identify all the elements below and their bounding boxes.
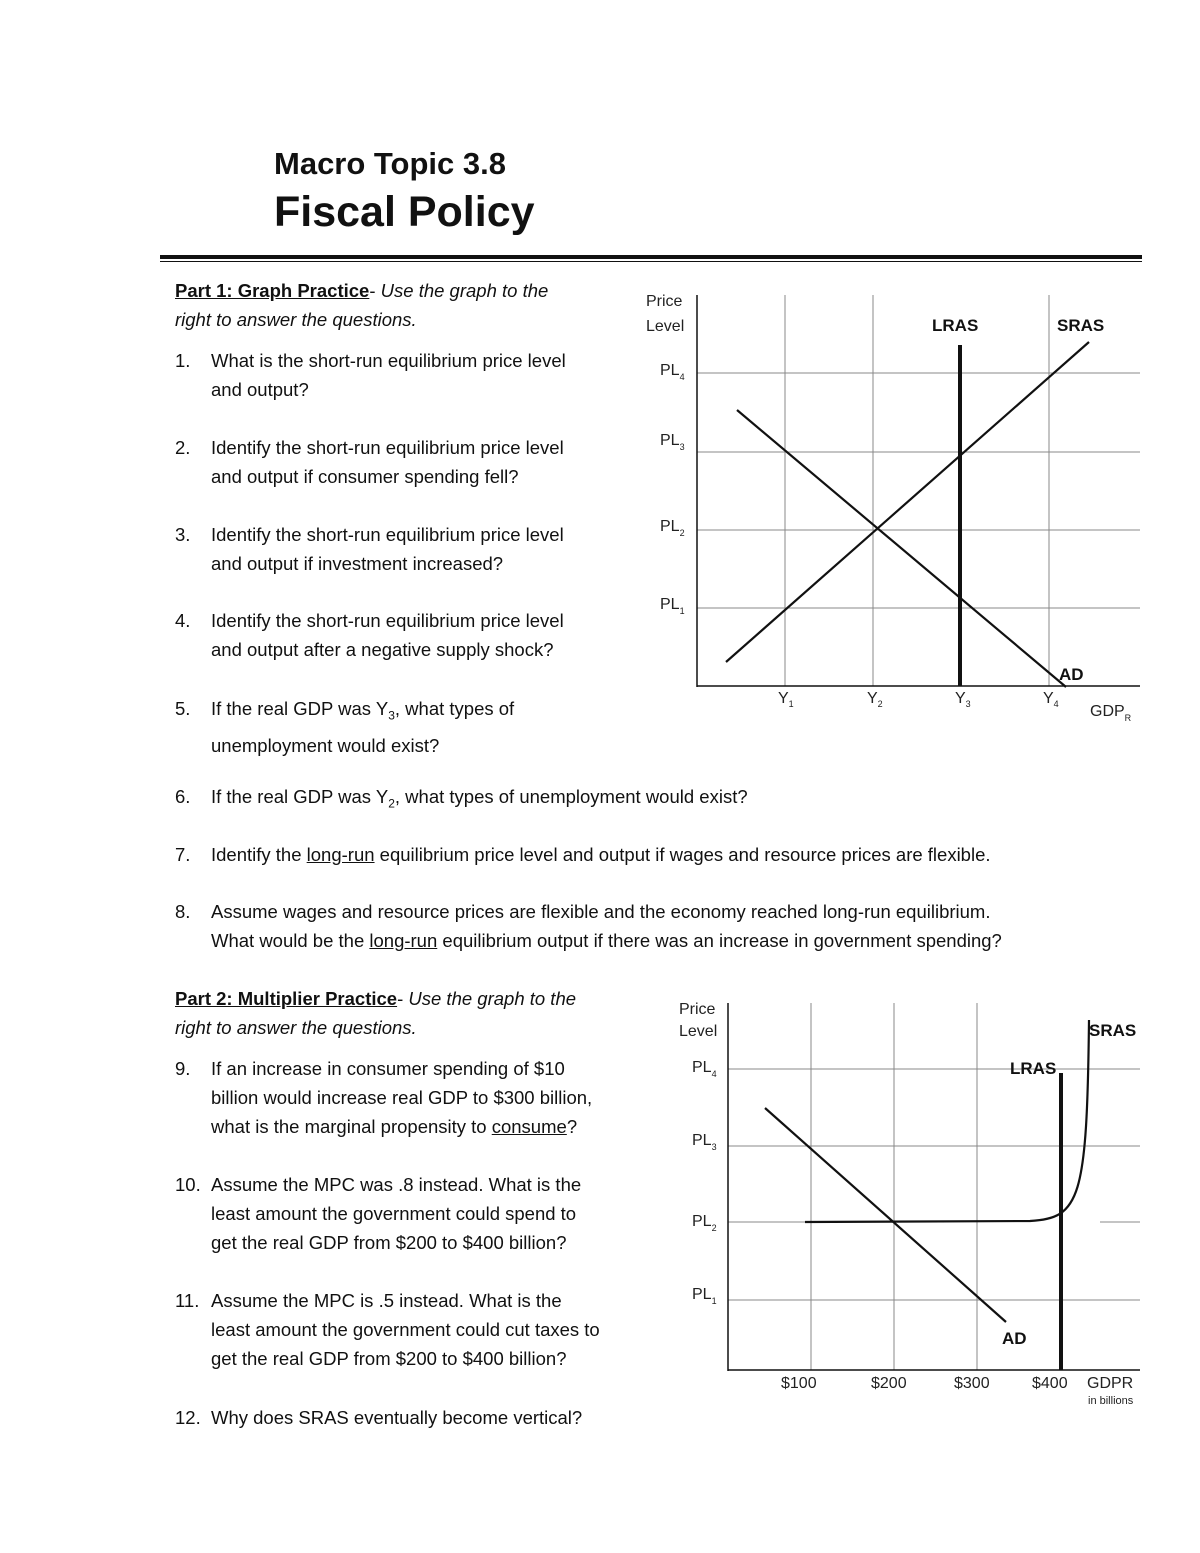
part1-heading-block bbox=[175, 276, 548, 334]
graph2-lras-label: LRAS bbox=[1010, 1059, 1057, 1078]
question-5 bbox=[175, 694, 635, 754]
graph1-lras-label: LRAS bbox=[932, 316, 979, 335]
question-text: Assume wages and resource prices are flexible and the economy reached long-run equilibrium. bbox=[211, 901, 991, 922]
part2-instruction: Use the graph to the bbox=[408, 988, 577, 1009]
graph2-sras-curve bbox=[805, 1020, 1089, 1222]
graph2-axis-x-label: GDPR bbox=[1087, 1375, 1134, 1392]
question-text: billion would increase real GDP to $300 billion, bbox=[211, 1087, 593, 1108]
question-text: Identify the long-run equilibrium price level and output if wages and resource prices are flexible. bbox=[211, 844, 991, 865]
part1-instruction-line2: right to answer the questions. bbox=[175, 309, 417, 330]
graph1-tick-pl2: $PL_2$ bbox=[660, 518, 685, 538]
part2-instruction-line2: right to answer the questions. bbox=[175, 1017, 417, 1038]
question-text: Assume the MPC was .8 instead. What is the bbox=[211, 1174, 582, 1195]
question-11 bbox=[175, 1286, 655, 1376]
question-8 bbox=[175, 897, 1135, 957]
question-2 bbox=[175, 433, 635, 493]
graph1-tick-pl4: $PL_4$ bbox=[660, 362, 685, 382]
question-number: 2. bbox=[175, 437, 191, 458]
graph2-tick-pl4: $PL_4$ bbox=[692, 1059, 717, 1079]
question-text: what is the marginal propensity to consume? bbox=[211, 1116, 578, 1137]
graph2-tick-400: $400 bbox=[1032, 1375, 1068, 1392]
question-number: 11. bbox=[175, 1290, 200, 1311]
question-text: least amount the government could cut taxes to bbox=[211, 1319, 600, 1340]
question-12 bbox=[175, 1403, 655, 1433]
question-text: If the real GDP was $Y_2$, what types of unemployment would exist? bbox=[211, 786, 748, 811]
part1-instruction: Use the graph to the bbox=[380, 280, 549, 301]
question-text: What would be the long-run equilibrium output if there was an increase in government spending? bbox=[211, 930, 1002, 951]
question-text: What is the short-run equilibrium price level bbox=[211, 350, 566, 371]
question-text: Identify the short-run equilibrium price level bbox=[211, 610, 564, 631]
question-number: 4. bbox=[175, 610, 191, 631]
question-7 bbox=[175, 840, 1135, 870]
graph2-tick-pl3: $PL_3$ bbox=[692, 1132, 717, 1152]
graph2-multiplier bbox=[670, 990, 1160, 1420]
question-text: If the real GDP was $Y_3$, what types of bbox=[211, 698, 515, 723]
question-text: Why does SRAS eventually become vertical? bbox=[211, 1407, 583, 1428]
question-text: least amount the government could spend to bbox=[211, 1203, 577, 1224]
question-text: and output after a negative supply shock? bbox=[211, 639, 554, 660]
graph1-tick-y1: $Y_1$ bbox=[778, 690, 794, 709]
question-3 bbox=[175, 520, 635, 580]
header-rule-thick bbox=[160, 255, 1142, 259]
graph2-axis-x-unit: in billions bbox=[1088, 1395, 1134, 1407]
question-text: and output if investment increased? bbox=[211, 553, 504, 574]
graph1-sras-label: SRAS bbox=[1057, 316, 1105, 335]
graph1-axis-y-label: Level bbox=[646, 318, 685, 335]
question-number: 7. bbox=[175, 844, 191, 865]
question-text: Identify the short-run equilibrium price level bbox=[211, 437, 564, 458]
question-text: If an increase in consumer spending of $10 bbox=[211, 1058, 565, 1079]
graph2-tick-300: $300 bbox=[954, 1375, 990, 1392]
graph2-axis-y-label: Price bbox=[679, 1001, 716, 1018]
page-title: Fiscal Policy bbox=[274, 188, 535, 236]
graph1-sras-line bbox=[726, 342, 1089, 662]
graph2-tick-100: $100 bbox=[781, 1375, 817, 1392]
question-number: 8. bbox=[175, 901, 191, 922]
part1-dash: - bbox=[369, 280, 381, 301]
graph2-ad-label: AD bbox=[1002, 1329, 1027, 1348]
graph1-axis-x-label: $GDP_R$ bbox=[1090, 703, 1132, 723]
question-number: 12. bbox=[175, 1407, 201, 1428]
question-4 bbox=[175, 606, 635, 666]
question-number: 5. bbox=[175, 698, 191, 719]
question-text: get the real GDP from $200 to $400 billion? bbox=[211, 1232, 567, 1253]
graph1-grid bbox=[697, 295, 1140, 686]
graph1-tick-y4: $Y_4$ bbox=[1043, 690, 1059, 709]
header-rule-thin bbox=[160, 261, 1142, 262]
question-text: get the real GDP from $200 to $400 billion? bbox=[211, 1348, 567, 1369]
graph1-as-ad bbox=[640, 280, 1160, 730]
question-text: Identify the short-run equilibrium price level bbox=[211, 524, 564, 545]
question-text: and output? bbox=[211, 379, 309, 400]
part1-heading: Part 1: Graph Practice bbox=[175, 280, 370, 301]
graph2-tick-pl2: $PL_2$ bbox=[692, 1213, 717, 1233]
graph2-tick-200: $200 bbox=[871, 1375, 907, 1392]
graph2-ad-line bbox=[765, 1108, 1006, 1322]
question-1 bbox=[175, 346, 635, 406]
topic-label: Macro Topic 3.8 bbox=[274, 146, 506, 181]
question-6 bbox=[175, 782, 1135, 812]
question-text: and output if consumer spending fell? bbox=[211, 466, 519, 487]
question-number: 9. bbox=[175, 1058, 191, 1079]
graph1-tick-pl3: $PL_3$ bbox=[660, 432, 685, 452]
question-number: 6. bbox=[175, 786, 191, 807]
question-number: 1. bbox=[175, 350, 191, 371]
question-text: Assume the MPC is .5 instead. What is the bbox=[211, 1290, 562, 1311]
graph1-tick-y2: $Y_2$ bbox=[867, 690, 883, 709]
graph2-tick-pl1: $PL_1$ bbox=[692, 1286, 717, 1306]
question-10 bbox=[175, 1170, 655, 1260]
graph1-tick-y3: $Y_3$ bbox=[955, 690, 971, 709]
part2-heading-block bbox=[175, 984, 576, 1042]
question-number: 3. bbox=[175, 524, 191, 545]
graph2-axis-y-label: Level bbox=[679, 1023, 718, 1040]
graph2-sras-label: SRAS bbox=[1089, 1021, 1137, 1040]
part2-heading: Part 2: Multiplier Practice bbox=[175, 988, 398, 1009]
graph1-ad-label: AD bbox=[1059, 665, 1084, 684]
question-text: unemployment would exist? bbox=[211, 734, 440, 756]
question-number: 10. bbox=[175, 1174, 201, 1195]
question-9 bbox=[175, 1054, 655, 1144]
graph1-tick-pl1: $PL_1$ bbox=[660, 596, 685, 616]
graph1-axis-y-label: Price bbox=[646, 293, 683, 310]
part2-dash: - bbox=[397, 988, 409, 1009]
